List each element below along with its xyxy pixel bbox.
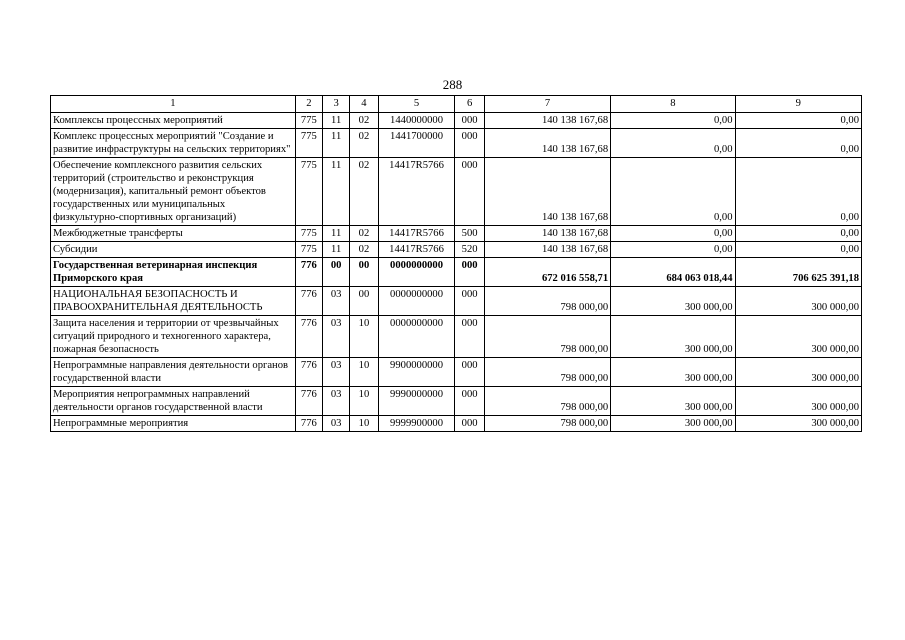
table-row <box>51 226 862 242</box>
section-code-cell: 03 <box>323 387 350 416</box>
expense-type-cell: 000 <box>455 113 484 129</box>
row-name-cell: Государственная ветеринарная инспекция Приморского края <box>51 258 296 287</box>
row-name-cell: Комплексы процессных мероприятий <box>51 113 296 129</box>
amount-col8-cell: 0,00 <box>611 226 735 242</box>
amount-col9-cell: 0,00 <box>735 129 861 158</box>
row-name-cell: Непрограммные направления деятельности органов государственной власти <box>51 358 296 387</box>
column-header: 5 <box>378 96 455 113</box>
target-article-cell: 9900000000 <box>378 358 455 387</box>
column-number-header-row <box>51 96 862 113</box>
admin-code-cell: 775 <box>295 158 322 226</box>
target-article-cell: 0000000000 <box>378 258 455 287</box>
amount-col9-cell: 300 000,00 <box>735 316 861 358</box>
table-row <box>51 158 862 226</box>
amount-col9-cell: 300 000,00 <box>735 416 861 432</box>
expense-type-cell: 000 <box>455 129 484 158</box>
admin-code-cell: 775 <box>295 129 322 158</box>
target-article-cell: 1441700000 <box>378 129 455 158</box>
amount-col9-cell: 300 000,00 <box>735 387 861 416</box>
column-header: 8 <box>611 96 735 113</box>
amount-col8-cell: 0,00 <box>611 129 735 158</box>
amount-col8-cell: 0,00 <box>611 242 735 258</box>
amount-col7-cell: 140 138 167,68 <box>484 129 610 158</box>
admin-code-cell: 776 <box>295 387 322 416</box>
table-row <box>51 129 862 158</box>
table-row <box>51 358 862 387</box>
target-article-cell: 14417R5766 <box>378 226 455 242</box>
section-code-cell: 03 <box>323 287 350 316</box>
amount-col7-cell: 140 138 167,68 <box>484 242 610 258</box>
row-name-cell: Обеспечение комплексного развития сельских территорий (строительство и реконструкция (модернизация), капитальный ремонт объектов государственных или муниципальных физкультурно-спортивных организаций) <box>51 158 296 226</box>
amount-col8-cell: 300 000,00 <box>611 416 735 432</box>
amount-col7-cell: 798 000,00 <box>484 416 610 432</box>
column-header: 9 <box>735 96 861 113</box>
amount-col8-cell: 300 000,00 <box>611 387 735 416</box>
row-name-cell: Мероприятия непрограммных направлений деятельности органов государственной власти <box>51 387 296 416</box>
row-name-cell: Межбюджетные трансферты <box>51 226 296 242</box>
subsection-code-cell: 10 <box>350 387 378 416</box>
target-article-cell: 9990000000 <box>378 387 455 416</box>
section-code-cell: 11 <box>323 113 350 129</box>
amount-col7-cell: 140 138 167,68 <box>484 226 610 242</box>
table-row <box>51 416 862 432</box>
subsection-code-cell: 00 <box>350 287 378 316</box>
amount-col7-cell: 140 138 167,68 <box>484 158 610 226</box>
subsection-code-cell: 10 <box>350 358 378 387</box>
admin-code-cell: 775 <box>295 242 322 258</box>
column-header: 3 <box>323 96 350 113</box>
table-row <box>51 258 862 287</box>
amount-col9-cell: 706 625 391,18 <box>735 258 861 287</box>
budget-table <box>50 95 862 432</box>
table-row <box>51 387 862 416</box>
amount-col7-cell: 798 000,00 <box>484 387 610 416</box>
expense-type-cell: 000 <box>455 416 484 432</box>
row-name-cell: Субсидии <box>51 242 296 258</box>
row-name-cell: Комплекс процессных мероприятий "Создание и развитие инфраструктуры на сельских территориях" <box>51 129 296 158</box>
subsection-code-cell: 02 <box>350 242 378 258</box>
page-number: 288 <box>442 77 463 92</box>
amount-col9-cell: 0,00 <box>735 158 861 226</box>
admin-code-cell: 775 <box>295 226 322 242</box>
expense-type-cell: 000 <box>455 358 484 387</box>
section-code-cell: 03 <box>323 416 350 432</box>
table-row <box>51 287 862 316</box>
amount-col8-cell: 0,00 <box>611 158 735 226</box>
amount-col7-cell: 798 000,00 <box>484 358 610 387</box>
target-article-cell: 0000000000 <box>378 287 455 316</box>
subsection-code-cell: 00 <box>350 258 378 287</box>
subsection-code-cell: 10 <box>350 416 378 432</box>
admin-code-cell: 776 <box>295 258 322 287</box>
column-header: 2 <box>295 96 322 113</box>
amount-col9-cell: 300 000,00 <box>735 358 861 387</box>
section-code-cell: 11 <box>323 158 350 226</box>
row-name-cell: Защита населения и территории от чрезвычайных ситуаций природного и техногенного характера, пожарная безопасность <box>51 316 296 358</box>
section-code-cell: 11 <box>323 226 350 242</box>
amount-col9-cell: 0,00 <box>735 242 861 258</box>
section-code-cell: 03 <box>323 358 350 387</box>
subsection-code-cell: 02 <box>350 158 378 226</box>
target-article-cell: 0000000000 <box>378 316 455 358</box>
amount-col7-cell: 140 138 167,68 <box>484 113 610 129</box>
row-name-cell: Непрограммные мероприятия <box>51 416 296 432</box>
amount-col9-cell: 0,00 <box>735 113 861 129</box>
subsection-code-cell: 02 <box>350 129 378 158</box>
expense-type-cell: 000 <box>455 387 484 416</box>
section-code-cell: 00 <box>323 258 350 287</box>
column-header: 7 <box>484 96 610 113</box>
target-article-cell: 9999900000 <box>378 416 455 432</box>
section-code-cell: 11 <box>323 129 350 158</box>
target-article-cell: 14417R5766 <box>378 158 455 226</box>
admin-code-cell: 776 <box>295 358 322 387</box>
admin-code-cell: 775 <box>295 113 322 129</box>
column-header: 6 <box>455 96 484 113</box>
table-row <box>51 242 862 258</box>
admin-code-cell: 776 <box>295 316 322 358</box>
expense-type-cell: 000 <box>455 287 484 316</box>
subsection-code-cell: 02 <box>350 226 378 242</box>
section-code-cell: 03 <box>323 316 350 358</box>
admin-code-cell: 776 <box>295 416 322 432</box>
amount-col7-cell: 672 016 558,71 <box>484 258 610 287</box>
amount-col8-cell: 684 063 018,44 <box>611 258 735 287</box>
admin-code-cell: 776 <box>295 287 322 316</box>
expense-type-cell: 500 <box>455 226 484 242</box>
expense-type-cell: 000 <box>455 158 484 226</box>
expense-type-cell: 000 <box>455 258 484 287</box>
target-article-cell: 1440000000 <box>378 113 455 129</box>
amount-col7-cell: 798 000,00 <box>484 287 610 316</box>
table-row <box>51 316 862 358</box>
amount-col7-cell: 798 000,00 <box>484 316 610 358</box>
amount-col8-cell: 0,00 <box>611 113 735 129</box>
section-code-cell: 11 <box>323 242 350 258</box>
expense-type-cell: 520 <box>455 242 484 258</box>
table-row <box>51 113 862 129</box>
amount-col8-cell: 300 000,00 <box>611 316 735 358</box>
expense-type-cell: 000 <box>455 316 484 358</box>
subsection-code-cell: 10 <box>350 316 378 358</box>
subsection-code-cell: 02 <box>350 113 378 129</box>
column-header: 4 <box>350 96 378 113</box>
amount-col9-cell: 0,00 <box>735 226 861 242</box>
amount-col8-cell: 300 000,00 <box>611 287 735 316</box>
amount-col8-cell: 300 000,00 <box>611 358 735 387</box>
amount-col9-cell: 300 000,00 <box>735 287 861 316</box>
target-article-cell: 14417R5766 <box>378 242 455 258</box>
row-name-cell: НАЦИОНАЛЬНАЯ БЕЗОПАСНОСТЬ И ПРАВООХРАНИТЕЛЬНАЯ ДЕЯТЕЛЬНОСТЬ <box>51 287 296 316</box>
column-header: 1 <box>51 96 296 113</box>
